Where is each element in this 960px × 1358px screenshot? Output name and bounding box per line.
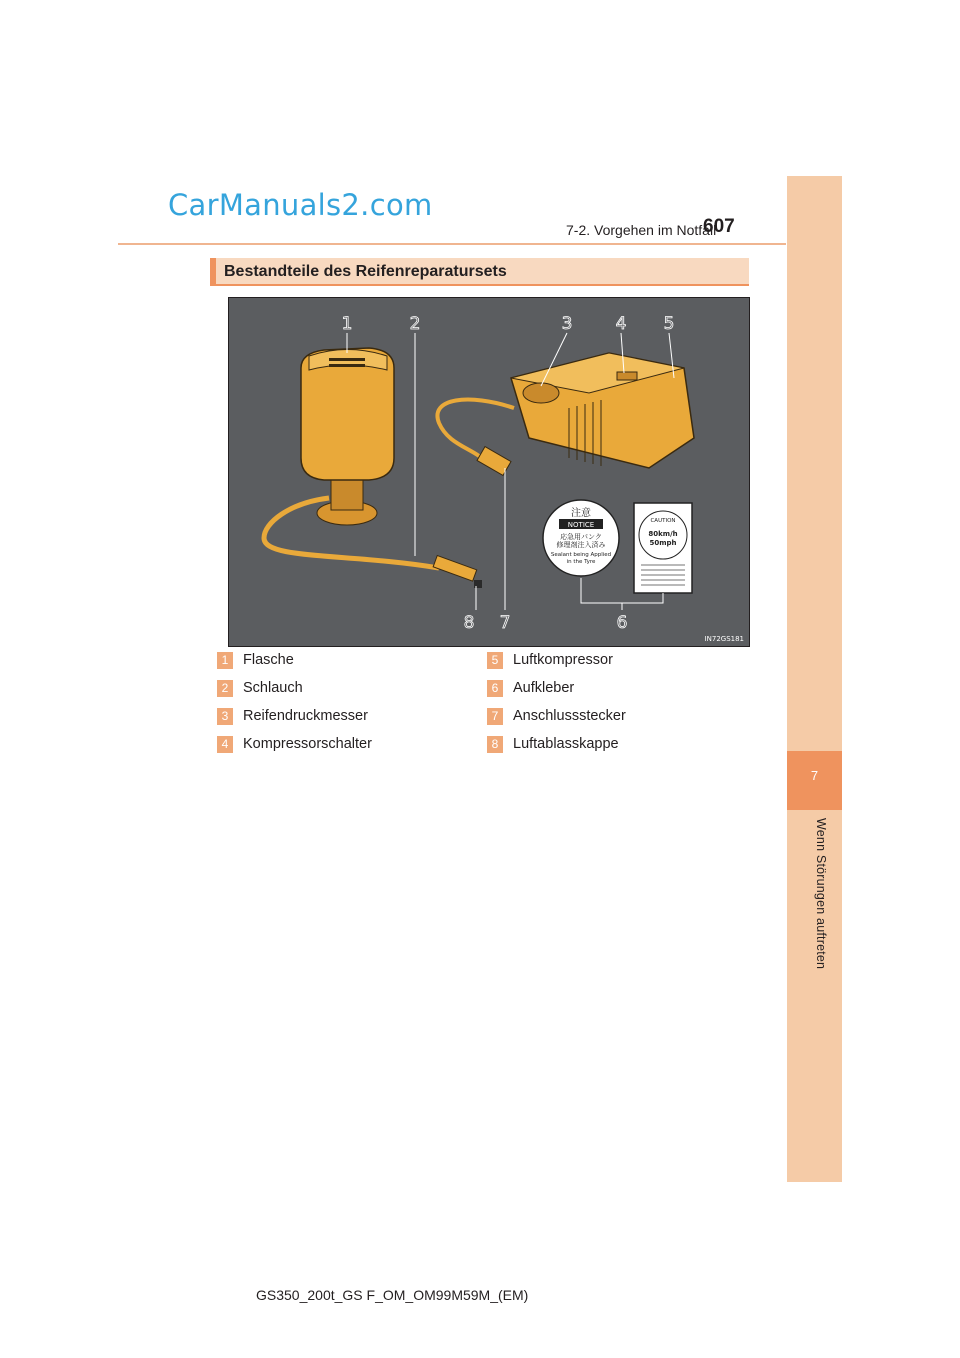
callout-8: 8 bbox=[463, 613, 475, 633]
bottle-cap-groove bbox=[329, 364, 365, 367]
page-number: 607 bbox=[703, 216, 735, 237]
chapter-title: Wenn Störungen auftreten bbox=[814, 818, 828, 970]
sticker-jp-line2: 修理剤注入済み bbox=[556, 541, 606, 549]
chapter-side-band bbox=[787, 176, 842, 1182]
callout-5: 5 bbox=[663, 314, 675, 334]
legend-label: Aufkleber bbox=[513, 680, 575, 696]
legend-label: Luftablasskappe bbox=[513, 736, 619, 752]
section-heading: Bestandteile des Reifenreparatursets bbox=[224, 263, 507, 280]
callout-4: 4 bbox=[615, 314, 627, 334]
legend-number: 7 bbox=[487, 708, 503, 725]
legend-number: 2 bbox=[217, 680, 233, 697]
power-cable bbox=[437, 400, 514, 463]
legend-label: Reifendruckmesser bbox=[243, 708, 368, 724]
callout-3: 3 bbox=[561, 314, 573, 334]
figure-illustration bbox=[229, 298, 749, 646]
legend-label: Flasche bbox=[243, 652, 294, 668]
hose-valve bbox=[433, 556, 477, 582]
callout-2: 2 bbox=[409, 314, 421, 334]
sticker-speed-kmh: 80km/h bbox=[648, 530, 678, 538]
legend-number: 5 bbox=[487, 652, 503, 669]
legend-number: 8 bbox=[487, 736, 503, 753]
sticker-notice-label: NOTICE bbox=[567, 521, 595, 529]
document-code: GS350_200t_GS F_OM_OM99M59M_(EM) bbox=[256, 1287, 529, 1303]
callout-1: 1 bbox=[341, 314, 353, 334]
sticker-en-line2: in the Tyre bbox=[566, 559, 596, 565]
compressor-switch bbox=[617, 372, 637, 380]
legend-number: 4 bbox=[217, 736, 233, 753]
legend-label: Anschlussstecker bbox=[513, 708, 626, 724]
legend-number: 1 bbox=[217, 652, 233, 669]
callout-6: 6 bbox=[616, 613, 628, 633]
legend-label: Kompressorschalter bbox=[243, 736, 372, 752]
power-plug bbox=[477, 447, 511, 476]
legend-number: 6 bbox=[487, 680, 503, 697]
legend-label: Luftkompressor bbox=[513, 652, 613, 668]
legend-number: 3 bbox=[217, 708, 233, 725]
sticker-jp-line1: 応急用パンク bbox=[560, 533, 602, 541]
figure-code: IN72GS181 bbox=[704, 635, 744, 643]
chapter-number: 7 bbox=[810, 768, 819, 783]
sticker-en-line1: Sealant being Applied bbox=[550, 552, 612, 558]
legend-label: Schlauch bbox=[243, 680, 303, 696]
callout-7: 7 bbox=[499, 613, 511, 633]
watermark-logo: CarManuals2.com bbox=[168, 188, 433, 222]
section-title: 7-2. Vorgehen im Notfall bbox=[566, 222, 717, 238]
sticker-kanji: 注意 bbox=[571, 508, 591, 519]
air-release-cap bbox=[474, 580, 482, 588]
tire-repair-kit-figure bbox=[228, 297, 750, 647]
bottle-cap-groove bbox=[329, 358, 365, 361]
sticker-caution-label: CAUTION bbox=[650, 518, 676, 524]
sticker-speed-mph: 50mph bbox=[649, 539, 677, 547]
header-rule bbox=[118, 243, 786, 245]
